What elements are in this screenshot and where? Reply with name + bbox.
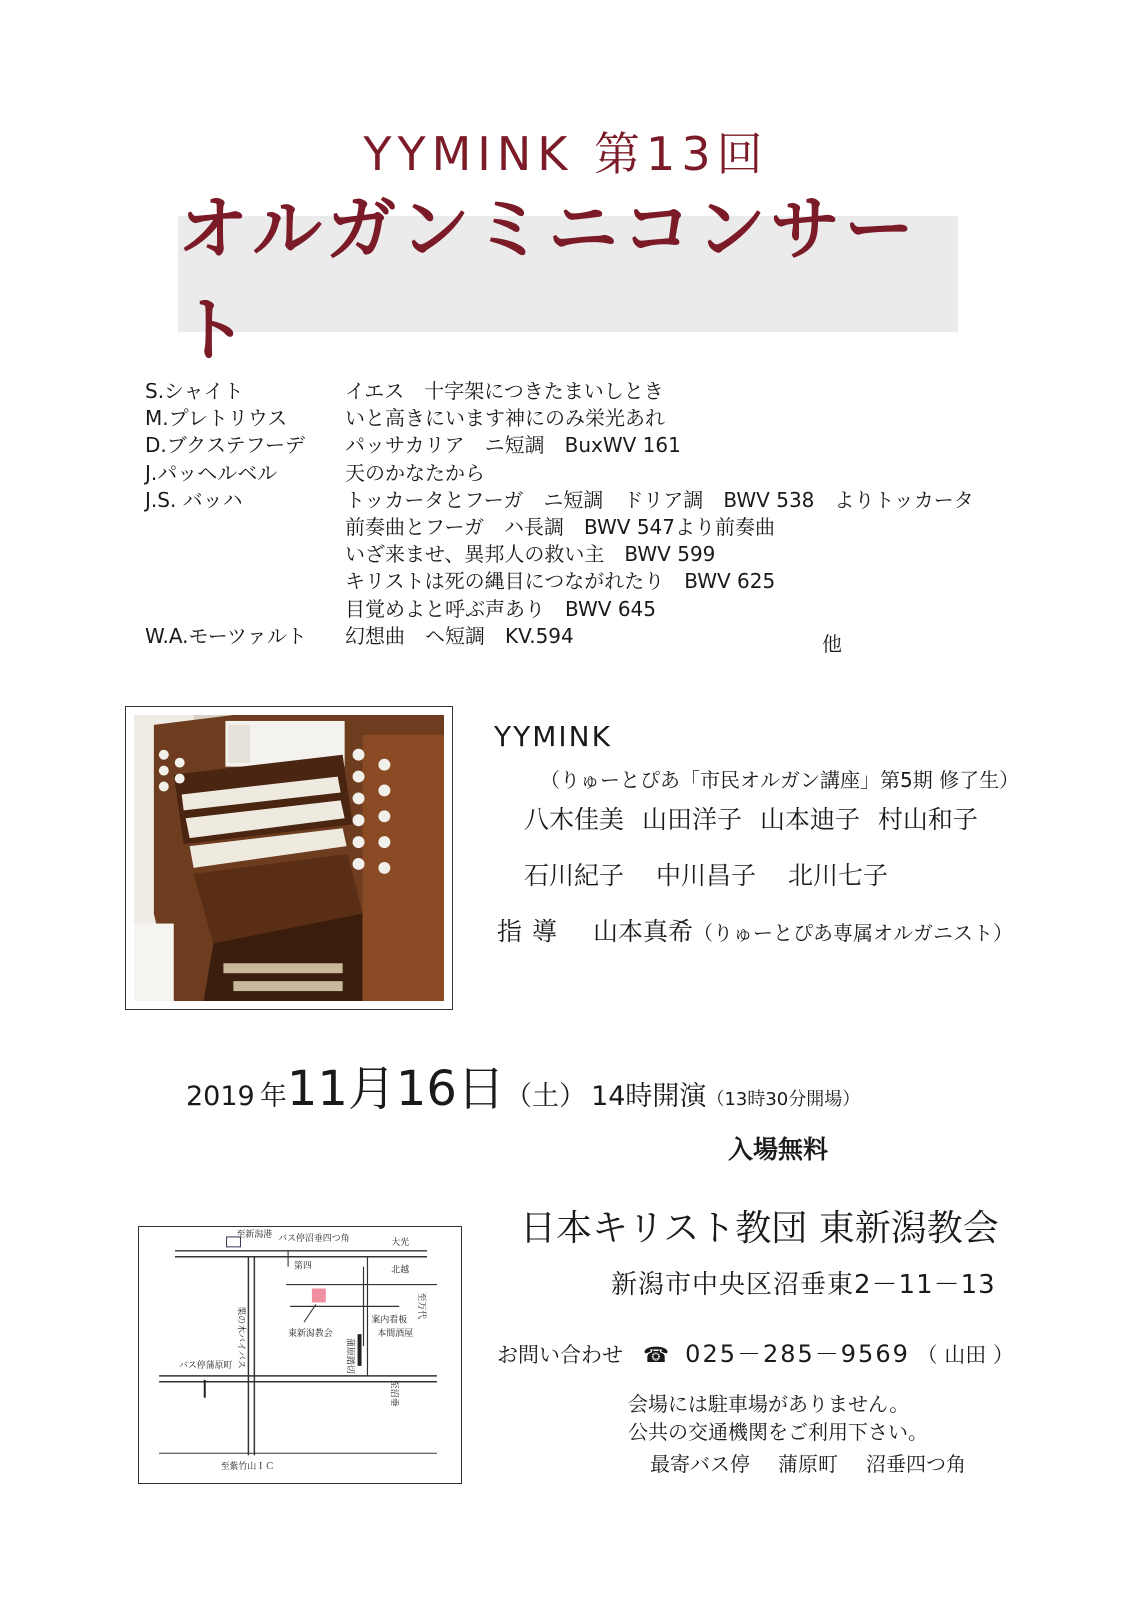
contact-label: お問い合わせ [497,1343,623,1367]
title-band [178,187,958,371]
program-row [145,405,1025,432]
date-year: 2019 [186,1081,255,1112]
member: 北川七子 [787,861,888,890]
series-heading: YYMINK 第13回 [363,127,769,181]
work: 幻想曲 ヘ短調 KV.594 [345,623,574,648]
admission: 入場無料 [728,1135,829,1164]
member: 中川昌子 [655,861,756,890]
contact-person: （ 山田 ） [916,1343,1014,1367]
map-label: バス停沼垂四つ角 [278,1233,350,1244]
guidance-title: （りゅーとぴあ専属オルガニスト） [693,921,1014,945]
map-label: 至万代 [416,1292,427,1320]
map-label: 第四 [294,1261,312,1272]
venue-address: 新潟市中央区沼垂東2－11－13 [611,1270,996,1300]
work: 目覚めよと呼ぶ声あり BWV 645 [345,596,656,621]
work: イエス 十字架につきたまいしとき [345,379,664,403]
composer: S.シャイト [145,379,244,403]
map-label: 至新潟港 [236,1229,273,1240]
program-etc: 他 [822,632,842,656]
phone-number: 025－285－9569 [685,1340,910,1368]
organ-photo [125,706,453,1010]
members-row-2 [524,856,912,892]
program-row [145,432,1025,459]
program-row [145,487,1025,514]
group-note: （りゅーとぴあ「市民オルガン講座」第5期 修了生） [540,768,1020,792]
program-row [145,623,1025,650]
map-label: 大光 [391,1237,410,1248]
map-label: 蒲原踏切 [344,1338,355,1374]
notice-line: 会場には駐車場がありません。 [628,1392,910,1416]
program-row [145,460,1025,487]
guidance [497,912,1013,948]
contact-line [497,1334,1014,1369]
program-list [145,378,1025,650]
bus-stop: 蒲原町 [778,1452,838,1476]
organ-illustration [134,715,444,1001]
access-map [138,1226,462,1484]
work: 前奏曲とフーガ ハ長調 BWV 547より前奏曲 [345,515,775,540]
program-row [145,541,1025,568]
map-label: バス停蒲原町 [178,1360,233,1371]
work: キリストは死の縄目につながれたり BWV 625 [345,569,776,594]
guidance-name: 山本真希 [593,917,694,946]
bus-label: 最寄バス停 [650,1452,750,1476]
concert-title: オルガンミニコンサート [178,187,918,371]
composer: W.A.モーツァルト [145,623,307,648]
work: パッサカリア ニ短調 BuxWV 161 [345,433,681,458]
program-row [145,378,1025,405]
work: トッカータとフーガ ニ短調 ドリア調 BWV 538 よりトッカータ [345,487,974,512]
program-row [145,514,1025,541]
map-label: 東新潟教会 [288,1329,333,1340]
start-time: 14時開演 [591,1081,707,1112]
member: 山田洋子 [641,805,742,834]
notice-line: 公共の交通機関をご利用下さい。 [628,1420,928,1444]
members-row-1 [524,800,978,836]
map-label: 至紫竹山ＩＣ [220,1462,275,1473]
map-label: 案内看板 [371,1315,408,1326]
composer: J.S. バッハ [145,487,243,512]
composer [145,514,345,541]
member: 村山和子 [877,805,978,834]
work: いと高きにいます神にのみ栄光あれ [345,406,665,431]
work: 天のかなたから [345,460,485,485]
date-weekday: （土） [504,1081,586,1112]
composer: D.ブクステフーデ [145,433,305,458]
map-label: 本間酒屋 [377,1329,414,1340]
composer: J.パッヘルベル [145,460,278,485]
program-row [145,568,1025,595]
date-month-day: 11月16日 [286,1061,505,1117]
composer [145,596,345,623]
map-label: 栗の木バイパス [235,1306,246,1369]
phone-icon: ☎ [643,1343,670,1367]
map-label: 北越 [391,1265,410,1276]
bus-stops [650,1448,994,1477]
composer [145,541,345,568]
date-line [186,1050,860,1119]
member: 石川紀子 [524,861,625,890]
member: 山本迪子 [759,805,860,834]
guidance-label: 指導 [497,917,568,946]
date-year-unit: 年 [259,1081,287,1112]
program-row [145,596,1025,623]
map-label: 至沼垂 [388,1379,399,1407]
map-illustration [139,1227,461,1483]
composer [145,568,345,595]
bus-stop: 沼垂四つ角 [866,1452,966,1476]
member: 八木佳美 [524,805,625,834]
doors-time: （13時30分開場） [706,1089,861,1110]
group-name: YYMINK [494,720,612,753]
composer: M.プレトリウス [145,406,288,431]
parking-notice [628,1390,928,1446]
venue-name: 日本キリスト教団 東新潟教会 [520,1208,999,1249]
work: いざ来ませ、異邦人の救い主 BWV 599 [345,542,716,567]
